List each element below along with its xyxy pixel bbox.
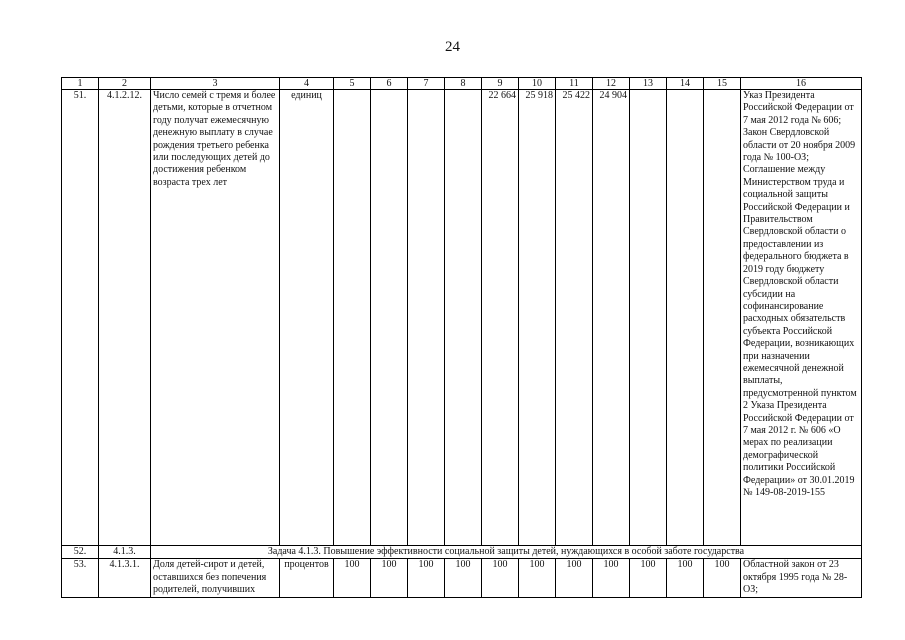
- value-cell: [408, 90, 445, 546]
- value-cell: 25 918: [519, 90, 556, 546]
- value-cell: 22 664: [482, 90, 519, 546]
- indicator-name-cell: [151, 559, 280, 597]
- value-cell: 100: [519, 559, 556, 597]
- row-number: 52.: [62, 546, 99, 559]
- column-number-row: [62, 78, 862, 90]
- indicator-code: 4.1.3.1.: [99, 559, 151, 597]
- column-number: 2: [99, 78, 151, 90]
- value-cell: [445, 90, 482, 546]
- table-row: [62, 90, 862, 546]
- value-cell: [334, 90, 371, 546]
- column-number: 3: [151, 78, 280, 90]
- value-cell: 100: [445, 559, 482, 597]
- legal-source: Областной закон от 23 октября 1995 года № 28-ОЗ;: [741, 559, 862, 597]
- column-number: 16: [741, 78, 862, 90]
- value-cell: 100: [482, 559, 519, 597]
- legal-source: Указ Президента Российской Федерации от 7 мая 2012 года № 606; Закон Свердловской области от 20 ноября 2009 года № 100-ОЗ; Соглашение между Министерством труда и социальной защиты Российской Федерации и Правительством Свердловской области о предоставлении из федерального бюджета в 2019 году бюджету Свердловской области субсидии на софинансирование расходных обязательств субъекта Российской Федерации, возникающих при назначении ежемесячной денежной выплаты, предусмотренной пунктом 2 Указа Президента Российской Федерации от 7 мая 2012 г. № 606 «О мерах по реализации демографической политики Российской Федерации» от 30.01.2019 № 149-08-2019-155: [741, 90, 862, 546]
- column-number: 12: [593, 78, 630, 90]
- value-cell: 24 904: [593, 90, 630, 546]
- column-number: 13: [630, 78, 667, 90]
- table-row: [62, 559, 862, 597]
- value-cell: 100: [593, 559, 630, 597]
- unit-of-measure: единиц: [280, 90, 334, 546]
- column-number: 6: [371, 78, 408, 90]
- indicator-code: 4.1.3.: [99, 546, 151, 559]
- column-number: 1: [62, 78, 99, 90]
- value-cell: [704, 90, 741, 546]
- value-cell: 100: [334, 559, 371, 597]
- column-number: 11: [556, 78, 593, 90]
- row-number: 51.: [62, 90, 99, 546]
- value-cell: 25 422: [556, 90, 593, 546]
- value-cell: 100: [667, 559, 704, 597]
- indicators-table: [61, 77, 862, 598]
- column-number: 10: [519, 78, 556, 90]
- value-cell: [667, 90, 704, 546]
- indicator-code: 4.1.2.12.: [99, 90, 151, 546]
- column-number: 5: [334, 78, 371, 90]
- value-cell: 100: [630, 559, 667, 597]
- value-cell: 100: [556, 559, 593, 597]
- value-cell: [630, 90, 667, 546]
- table-row: [62, 546, 862, 559]
- column-number: 14: [667, 78, 704, 90]
- unit-of-measure: процентов: [280, 559, 334, 597]
- value-cell: 100: [408, 559, 445, 597]
- row-number: 53.: [62, 559, 99, 597]
- value-cell: 100: [371, 559, 408, 597]
- indicator-name: Доля детей-сирот и детей, оставшихся без попечения родителей, получивших: [153, 559, 267, 596]
- indicator-name: Число семей с тремя и более детьми, которые в отчетном году получат ежемесячную денежную выплату в случае рождения третьего ребенка или последующих детей до достижения ребенком возраста трех лет: [151, 90, 280, 546]
- column-number: 15: [704, 78, 741, 90]
- value-cell: 100: [704, 559, 741, 597]
- task-title: Задача 4.1.3. Повышение эффективности социальной защиты детей, нуждающихся в особой заботе государства: [151, 546, 862, 559]
- value-cell: [371, 90, 408, 546]
- page-number: 24: [445, 39, 460, 55]
- column-number: 7: [408, 78, 445, 90]
- column-number: 4: [280, 78, 334, 90]
- column-number: 8: [445, 78, 482, 90]
- column-number: 9: [482, 78, 519, 90]
